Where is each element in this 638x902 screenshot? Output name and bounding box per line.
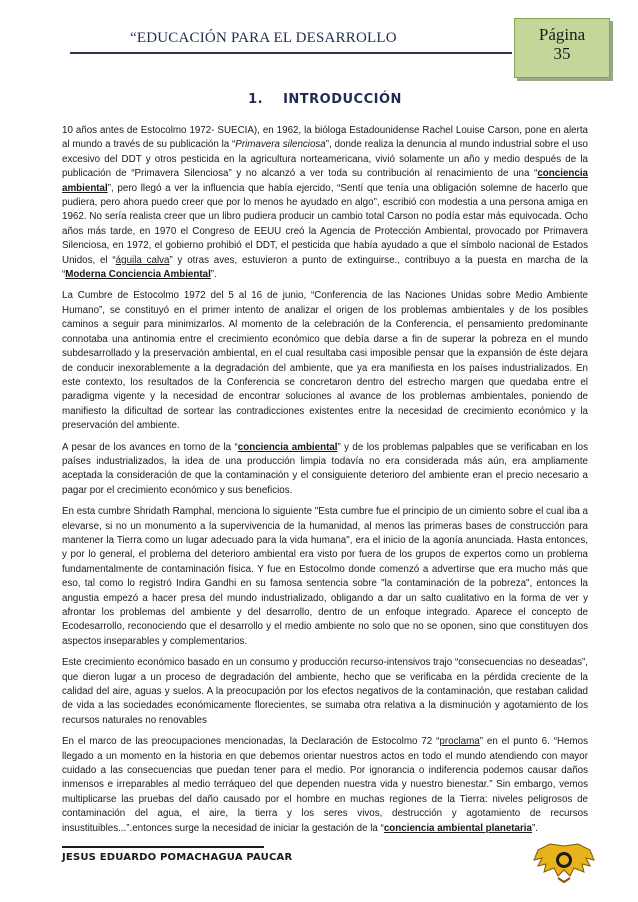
underlined-term: proclama xyxy=(439,736,480,748)
text-run: En el marco de las preocupaciones mencionadas, la Declaración de Estocolmo 72 “ xyxy=(62,736,440,748)
book-title: Primavera silenciosa xyxy=(235,139,326,151)
text-run: ”, donde realiza la denuncia al mundo industrial sobre el uso excesivo del DDT y otros pesticida en la agricultura norteamericana, vivió solamente un año y medio después de la publicación de “Primavera Silenciosa” y no alcanzó a ver toda su contribución al renacimiento de una “ xyxy=(62,139,588,180)
key-term: conciencia ambiental xyxy=(62,168,588,194)
paragraph-2: La Cumbre de Estocolmo 1972 del 5 al 16 de junio, “Conferencia de las Naciones Unidas sobre Medio Ambiente Humano”, se constituyó en el primer intento de analizar el origen de los problemas ambientales y de los posibles caminos a seguir para minimizarlos. Al momento de la celebración de la Conferencia, el pensamiento predominante connotaba una antinomia entre el crecimiento económico que debía darse a fin de superar la pobreza en el mundo subdesarrollado y la preservación ambiental, en el cual resultaba casi imposible pensar que la expansión de éste dejara de conducir inexorablemente a la degradación del ambiente, que ya era manifiesta en los países industrializados. En este contexto, los resultados de la Conferencia se concretaron dentro del estrecho margen que quedaba entre el paradigma vigente y la necesidad de encontrar soluciones al avance de los problemas ambientales, poniendo de manifiesto la dificultad de sortear las contradicciones existentes entre la necesidad de crecimiento económico y la preservación del ambiente. xyxy=(62,290,588,432)
section-number: 1. xyxy=(248,92,264,107)
key-term: conciencia ambiental planetaria xyxy=(383,822,532,834)
page-label: Página xyxy=(538,25,586,44)
text-run: ”. xyxy=(531,822,538,834)
text-run: A pesar de los avances en torno de la “ xyxy=(62,441,238,453)
text-run: ”. xyxy=(210,269,217,281)
section-heading xyxy=(60,92,590,107)
text-run: 10 años antes de Estocolmo 1972- SUECIA), en 1962, la bióloga Estadounidense Rachel Louise Carson, pone en alerta al mundo a través de su publicación la “ xyxy=(62,125,588,151)
paragraph-5: Este crecimiento económico basado en un consumo y producción recurso-intensivos trajo “consecuencias no deseadas”, que dieron lugar a un proceso de degradación del ambiente, hecho que se verificaba en la pérdida creciente de la calidad del aire, aguas y suelos. A la preocupación por los efectos negativos de la contaminación, que restaban calidad de vida a las sociedades económicamente florecientes, se sumaba otra relativa a la disminución y agotamiento de los recursos naturales no renovables xyxy=(62,657,588,726)
underlined-term: águila calva xyxy=(115,254,170,266)
author-name: JESUS EDUARDO POMACHAGUA PAUCAR xyxy=(62,852,293,863)
section-title: INTRODUCCIÓN xyxy=(283,92,402,107)
key-term: Moderna Conciencia Ambiental xyxy=(65,269,211,281)
text-run: ” en el punto 6. “Hemos llegado a un momento en la historia en que debemos orientar nuestros actos en todo el mundo atendiendo con mayor cuidado a las consecuencias que puedan tener para el medio. Por ignorancia o indiferencia podemos causar daños inmensos e irreparables al medio terráqueo del que dependen nuestra vida y nuestro bienestar.” Sin embargo, vemos multiplicarse las pruebas del daño causado por el hombre en muchas regiones de la Tierra: niveles peligrosos de contaminación del agua, el aire, la tierra y los seres vivos, destrucción y agotamiento de recursos insustituibles...”.entonces surge la necesidad de iniciar la gestación de la “ xyxy=(62,736,589,834)
text-run: ”, pero llegó a ver la influencia que había ejercido, “Sentí que tenía una obligación solemne de hacerlo que pudiera, pero ahora puedo creer que por lo menos he ayudado en algo”, escribió con modestia a una persona amiga en 1962. No sería realista creer que un libro pudiera producir un cambio total Carson no podía estar más equivocada. Ocho años más tarde, en 1970 el Congreso de EEUU creó la Agencia de Protección Ambiental, provocado por Primavera Silenciosa, en 1972, el gobierno prohibió el DDT, el pesticida que había ayudado a que el símbolo nacional de Estados Unidos, el “ xyxy=(62,182,588,266)
paragraph-1 xyxy=(62,124,588,282)
winged-crest-emblem-icon xyxy=(532,840,596,884)
body-text xyxy=(62,124,588,843)
page-number-box xyxy=(514,18,610,78)
text-run: ” y de los problemas palpables que se verificaban en los países industrializados, la idea de una producción limpia todavía no era considerada más aún, era ampliamente aceptada la consideración de que la contaminación y el consiguiente deterioro del ambiente eran el precio necesario a pagar por el crecimiento económico y sus beneficios. xyxy=(62,441,589,496)
document-header-title: “EDUCACIÓN PARA EL DESARROLLO xyxy=(130,30,397,46)
text-run: ” y otras aves, estuvieron a punto de extinguirse., contribuyo a la puesta en marcha de la “ xyxy=(62,254,588,281)
key-term: conciencia ambiental xyxy=(237,441,338,453)
paragraph-6 xyxy=(62,735,588,836)
footer-divider xyxy=(62,846,264,848)
header-divider xyxy=(70,52,512,54)
page-number: 35 xyxy=(553,44,571,63)
paragraph-4: En esta cumbre Shridath Ramphal, menciona lo siguiente "Esta cumbre fue el principio de un cimiento sobre el cual iba a elevarse, si no un monumento a la supervivencia de la humanidad, al menos las primeras bases de construcción para mantener la Tierra como un lugar adecuado para la vida humana", era el inicio de la agonía anunciada. Hasta entonces, y por lo general, el problema del deterioro ambiental era visto por fuera de los grupos de expertos como un problema fundamentalmente de contaminación física. Y fue en Estocolmo donde comenzó a advertirse que era mucho más que eso, tal como lo registró Indira Gandhi en su famosa sentencia sobre "la contaminación de la pobreza", entonces la angustia empezó a hacer presa del mundo industrializado, obligando a dar un salto cualitativo en la forma de ver y afrontar los problemas del ambiente y del desarrollo, dentro de un enfoque integrado. Aparece el concepto de Ecodesarrollo, reconociendo que el desarrollo y el medio ambiente no solo que no se oponen, sino que constituyen dos aspectos inseparables y complementarios. xyxy=(62,506,588,647)
paragraph-3 xyxy=(62,441,588,499)
